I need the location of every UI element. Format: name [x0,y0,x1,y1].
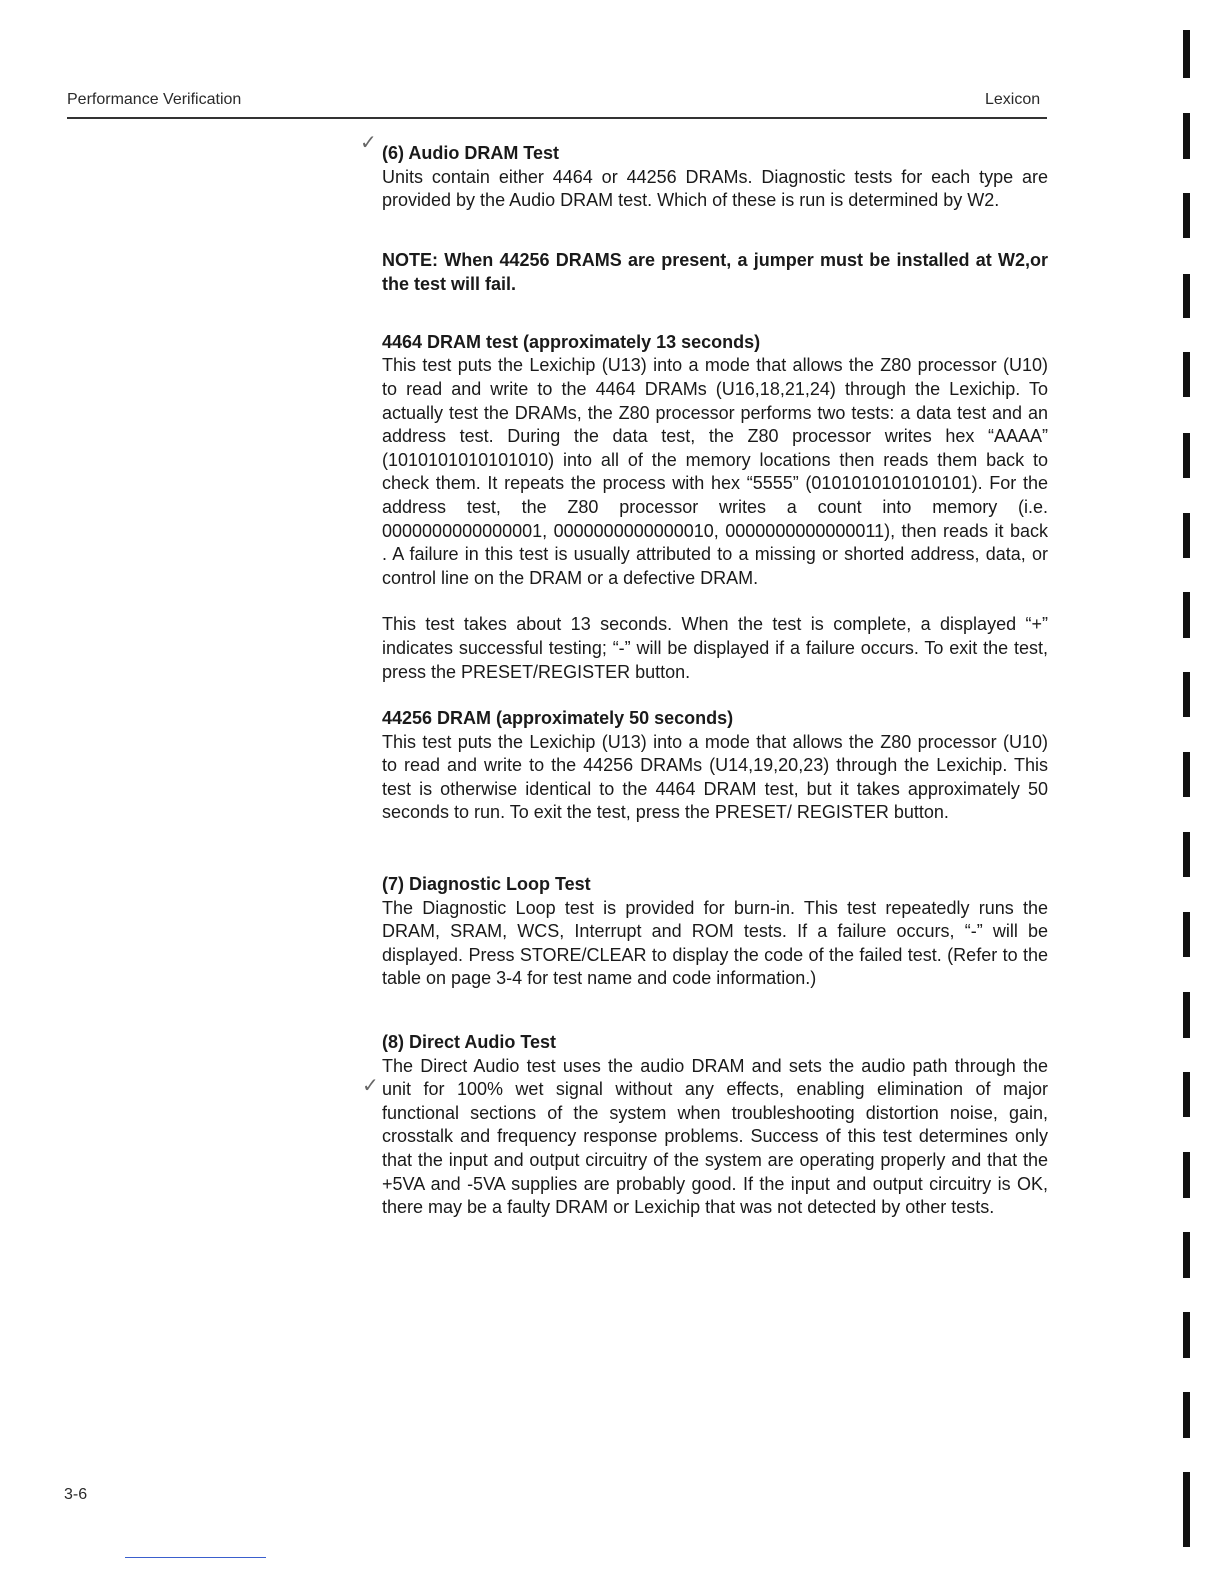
section-title-audio-dram: (6) Audio DRAM Test [382,143,559,163]
binding-edge-mark [1183,1392,1190,1438]
running-header-title: Performance Verification [67,91,242,108]
section-intro-audio-dram: Units contain either 4464 or 44256 DRAMs. Diagnostic tests for each type are provided by the Audio DRAM test. Which of these is run is determined by W2. [382,166,1048,211]
binding-edge-mark [1183,1312,1190,1358]
binding-edge-mark [1183,513,1190,558]
section-body-direct-audio: The Direct Audio test uses the audio DRAM and sets the audio path through the unit for 100% wet signal without any effects, enabling elimination of major functional sections of the system when troubleshooting distortion noise, gain, crosstalk and frequency response problems. Success of this test determines only that the input and output circuitry of the system are operating properly and that the +5VA and -5VA supplies are probably good. If the input and output circuitry is OK, there may be a faulty DRAM or Lexichip that was not detected by other tests. [382,1055,1048,1218]
handwritten-check-icon: ✓ [360,130,377,154]
binding-edge-mark [1183,592,1190,638]
section-title-direct-audio: (8) Direct Audio Test [382,1032,557,1053]
section-title-44256: 44256 DRAM (approximately 50 seconds) [382,708,734,729]
section-body-4464: This test puts the Lexichip (U13) into a mode that allows the Z80 processor (U10) to read and write to the 4464 DRAMs (U16,18,21,24) through the Lexichip. To actually test the DRAMs, the Z80 processor performs two tests: a data test and an address test. During the data test, the Z80 processor writes hex “AAAA” (1010101010101010) into all of the memory locations then reads them back to check them. It repeats the process with hex “5555” (0101010101010101). For the address test, the Z80 processor writes a count into memory (i.e. 0000000000000001, 0000000000000010, 0000000000000011), then reads it back . A failure in this test is usually attributed to a missing or shorted address, data, or control line on the DRAM or a defective DRAM. [382,355,1048,588]
handwritten-check-icon: ✓ [362,1073,379,1097]
binding-edge-mark [1183,832,1190,877]
binding-edge-mark [1183,752,1190,797]
binding-edge-mark [1183,1232,1190,1278]
running-header-brand: Lexicon [985,91,1041,108]
binding-edge-mark [1183,912,1190,957]
bottom-scan-line [125,1557,266,1558]
binding-edge-mark [1183,1152,1190,1198]
note-jumper-w2: NOTE: When 44256 DRAMS are present, a jumper must be installed at W2,or the test will fail. [382,249,1048,295]
header-rule [67,117,1047,119]
binding-edge-mark [1183,1472,1190,1547]
section-body-44256: This test puts the Lexichip (U13) into a mode that allows the Z80 processor (U10) to read and write to the 44256 DRAMs (U14,19,20,23) through the Lexichip. This test is otherwise identical to the 4464 DRAM test, but it takes approximately 50 seconds to run. To exit the test, press the PRESET/ REGISTER button. [382,731,1048,823]
section-body-diagnostic-loop: The Diagnostic Loop test is provided for burn-in. This test repeatedly runs the DRAM, SRAM, WCS, Interrupt and ROM tests. If a failure occurs, “-” will be displayed. Press STORE/CLEAR to display the code of the failed test. (Refer to the table on page 3-4 for test name and code information.) [382,897,1048,989]
page-number: 3-6 [64,1486,88,1503]
binding-edge-mark [1183,113,1190,159]
section-title-diagnostic-loop: (7) Diagnostic Loop Test [382,874,591,895]
binding-edge-mark [1183,672,1190,717]
page-content [382,142,1048,1220]
binding-edge-mark [1183,30,1190,78]
section-body-4464-completion: This test takes about 13 seconds. When the test is complete, a displayed “+” indicates successful testing; “-” will be displayed if a failure occurs. To exit the test, press the PRESET/REGISTER button. [382,614,1048,682]
binding-edge-mark [1183,992,1190,1038]
binding-edge-mark [1183,193,1190,238]
section-title-4464: 4464 DRAM test (approximately 13 seconds) [382,331,761,352]
binding-edge-mark [1183,352,1190,397]
binding-edge-mark [1183,274,1190,318]
binding-edge-mark [1183,1072,1190,1117]
binding-edge-mark [1183,433,1190,478]
